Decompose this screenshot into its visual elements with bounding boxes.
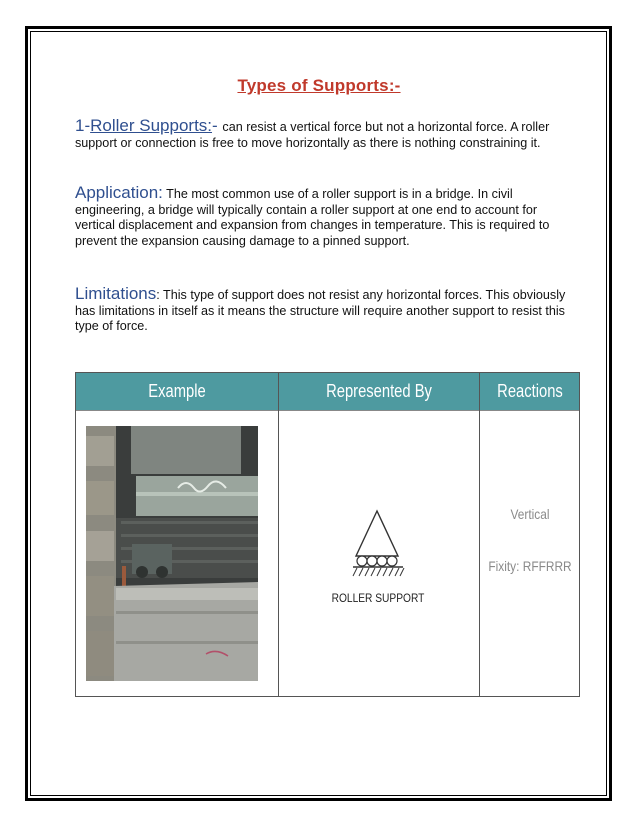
header-divider: [76, 410, 579, 411]
roller-support-symbol: [348, 508, 408, 580]
header-represented-by: Represented By: [326, 381, 432, 401]
roller-circle-2: [367, 556, 377, 566]
header-reactions: Reactions: [497, 381, 563, 401]
application-heading: Application:: [75, 183, 163, 202]
roller-supports-paragraph: [75, 118, 570, 151]
header-example: Example: [148, 381, 206, 401]
roller-circle-1: [357, 556, 367, 566]
roller-supports-heading: Roller Supports:: [90, 116, 213, 135]
section-number: 1-: [75, 116, 91, 135]
limitations-text: : This type of support does not resist any horizontal forces. This obviously has limitations in itself as it means the structure will require another support to resist this type of force.: [75, 288, 566, 333]
roller-triangle: [356, 511, 398, 556]
column-divider-1: [278, 373, 279, 696]
heading-dash: -: [212, 116, 223, 135]
application-paragraph: [75, 185, 570, 249]
roller-circle-3: [377, 556, 387, 566]
reaction-vertical: Vertical: [510, 506, 550, 522]
bridge-roller-photo: [86, 426, 258, 681]
page-title: Types of Supports:-: [237, 76, 401, 95]
limitations-heading: Limitations: [75, 284, 157, 303]
roller-support-label: ROLLER SUPPORT: [331, 591, 425, 605]
application-text: The most common use of a roller support is in a bridge. In civil engineering, a bridge will typically contain a roller support at one end to account for vertical displacement and expansion from changes in temperature. This is required to prevent the expansion causing damage to a pinned support.: [75, 187, 550, 248]
ground-hatching: [353, 568, 404, 576]
roller-supports-text: can resist a vertical force but not a horizontal force. A roller support or connection is free to move horizontally as there is nothing constraining it.: [75, 120, 550, 150]
roller-circle-4: [387, 556, 397, 566]
limitations-paragraph: [75, 286, 570, 335]
reaction-fixity: Fixity: RFFRRR: [488, 558, 572, 574]
column-divider-2: [479, 373, 480, 696]
